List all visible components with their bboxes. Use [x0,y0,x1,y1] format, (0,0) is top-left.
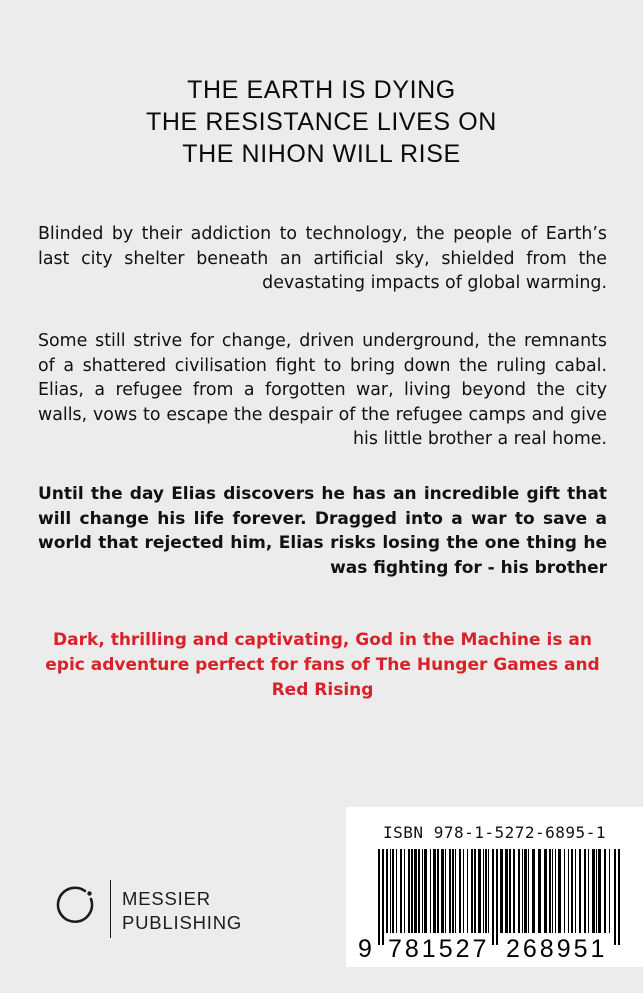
taglines [0,74,643,170]
isbn-label: ISBN 978-1-5272-6895-1 [383,823,606,842]
publisher-name-line-1: MESSIER [122,888,211,909]
barcode-digits-group-1: 781527 [388,935,490,963]
publisher-ring-icon [55,880,99,938]
blurb-paragraph-2: Some still strive for change, driven underground, the remnants of a shattered civilisation fight to bring down the ruling cabal. Elias, a refugee from a forgotten war, living beyond the city walls, vows to escape the despair of the refugee camps and give his little brother a real home. [38,331,607,449]
barcode-box [346,807,643,967]
publisher-name-line-2: PUBLISHING [122,912,243,933]
tagline-1: THE EARTH IS DYING [187,76,456,104]
publisher-name [122,887,242,935]
publisher-logo [55,880,295,940]
blurb-paragraph-1: Blinded by their addiction to technology, the people of Earth’s last city shelter beneath an artificial sky, shielded from the devastating impacts of global warming. [38,224,607,293]
barcode-digits-group-2: 268951 [506,935,608,963]
blurb-paragraph-3: Until the day Elias discovers he has an incredible gift that will change his life forever. Dragged into a war to save a world that rejected him, Elias risks losing the one thing he was fighting for - his brother [38,484,607,578]
tagline-2: THE RESISTANCE LIVES ON [146,108,497,136]
logo-divider [110,880,111,938]
barcode [346,807,643,967]
barcode-digit-first: 9 [358,935,372,963]
tagline-3: THE NIHON WILL RISE [182,140,461,168]
promo-quote: Dark, thrilling and captivating, God in the Machine is an epic adventure perfect for fans of The Hunger Games and Red Rising [45,630,600,700]
